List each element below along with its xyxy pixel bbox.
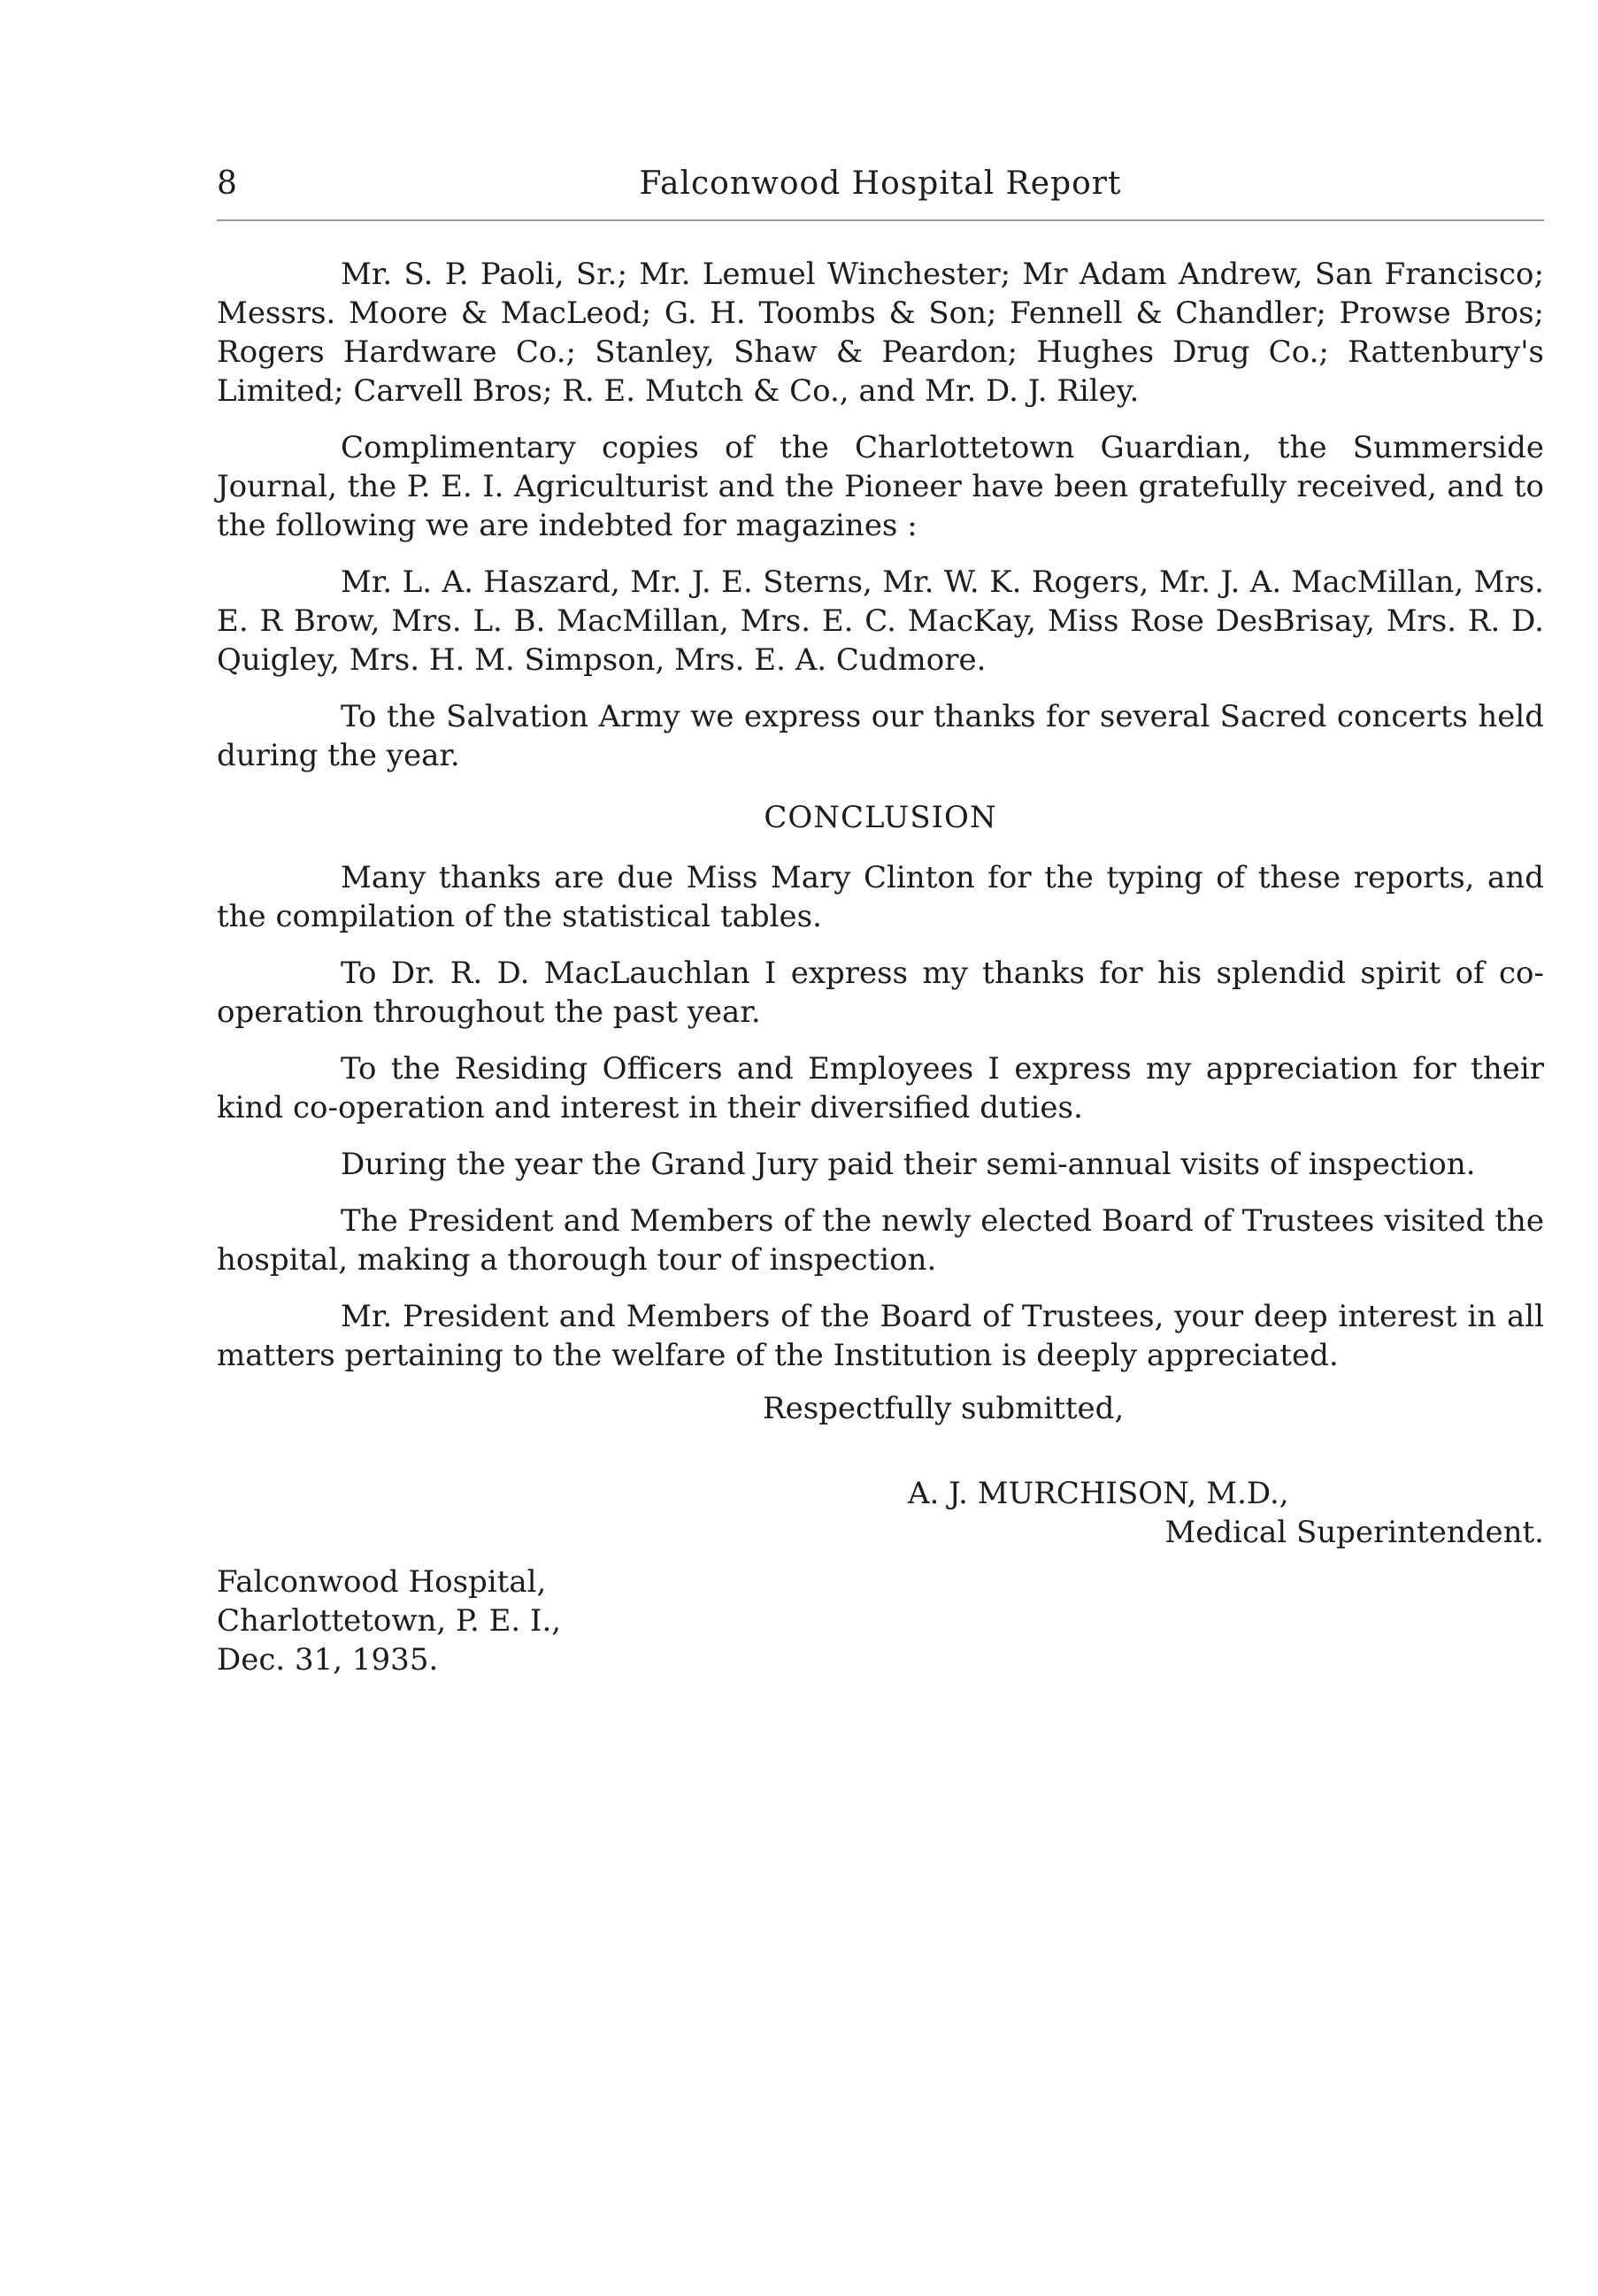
signatory-title: Medical Superintendent. [1164,1515,1544,1550]
conclusion-heading: CONCLUSION [764,800,997,835]
cooperation-paragraph: To Dr. R. D. MacLauchlan I express my thanks for his splendid spirit of co-operation throughout the past year. [217,956,1544,1030]
salvation-army-paragraph: To the Salvation Army we express our thanks for several Sacred concerts held during the year. [217,699,1544,773]
body-text [217,255,1544,1679]
page-number: 8 [217,165,237,202]
signature-block [217,1389,1544,1552]
magazine-donors-paragraph: Mr. L. A. Haszard, Mr. J. E. Sterns, Mr. W. K. Rogers, Mr. J. A. MacMillan, Mrs. E. R Brow, Mrs. L. B. MacMillan, Mrs. E. C. MacKay, Miss Rose DesBrisay, Mrs. R. D. Quigley, Mrs. H. M. Simpson, Mrs. E. A. Cudmore. [217,564,1544,678]
typing-thanks-paragraph: Many thanks are due Miss Mary Clinton for the typing of these reports, and the compilation of the statistical tables. [217,860,1544,934]
running-title: Falconwood Hospital Report [639,165,1122,202]
trustees-visit-paragraph: The President and Members of the newly elected Board of Trustees visited the hospital, making a thorough tour of inspection. [217,1203,1544,1278]
place-line-date: Dec. 31, 1935. [217,1642,439,1678]
donors-paragraph: Mr. S. P. Paoli, Sr.; Mr. Lemuel Winchester; Mr Adam Andrew, San Francisco; Messrs. Moore & MacLeod; G. H. Toombs & Son; Fennell & Chandler; Prowse Bros; Rogers Hardware Co.; Stanley, Shaw & Peardon; Hughes Drug Co.; Rattenbury's Limited; Carvell Bros; R. E. Mutch & Co., and Mr. D. J. Riley. [217,257,1544,409]
newspapers-paragraph: Complimentary copies of the Charlottetown Guardian, the Summerside Journal, the P. E. I. Agriculturist and the Pioneer have been gratefully received, and to the following we are indebted for magazines : [217,430,1544,543]
signature-closing: Respectfully submitted, [763,1391,1125,1426]
page-header [217,157,1544,211]
header-rule [217,219,1544,221]
place-line-city: Charlottetown, P. E. I., [217,1603,562,1639]
closing-paragraph: Mr. President and Members of the Board of Trustees, your deep interest in all matters pertaining to the welfare of the Institution is deeply appreciated. [217,1299,1544,1373]
officers-paragraph: To the Residing Officers and Employees I express my appreciation for their kind co-operation and interest in their diversified duties. [217,1051,1544,1125]
signatory-name: A. J. MURCHISON, M.D., [908,1476,1289,1511]
grand-jury-paragraph: During the year the Grand Jury paid their semi-annual visits of inspection. [341,1147,1476,1182]
place-date-block [217,1563,1544,1679]
place-line-hospital: Falconwood Hospital, [217,1564,547,1600]
